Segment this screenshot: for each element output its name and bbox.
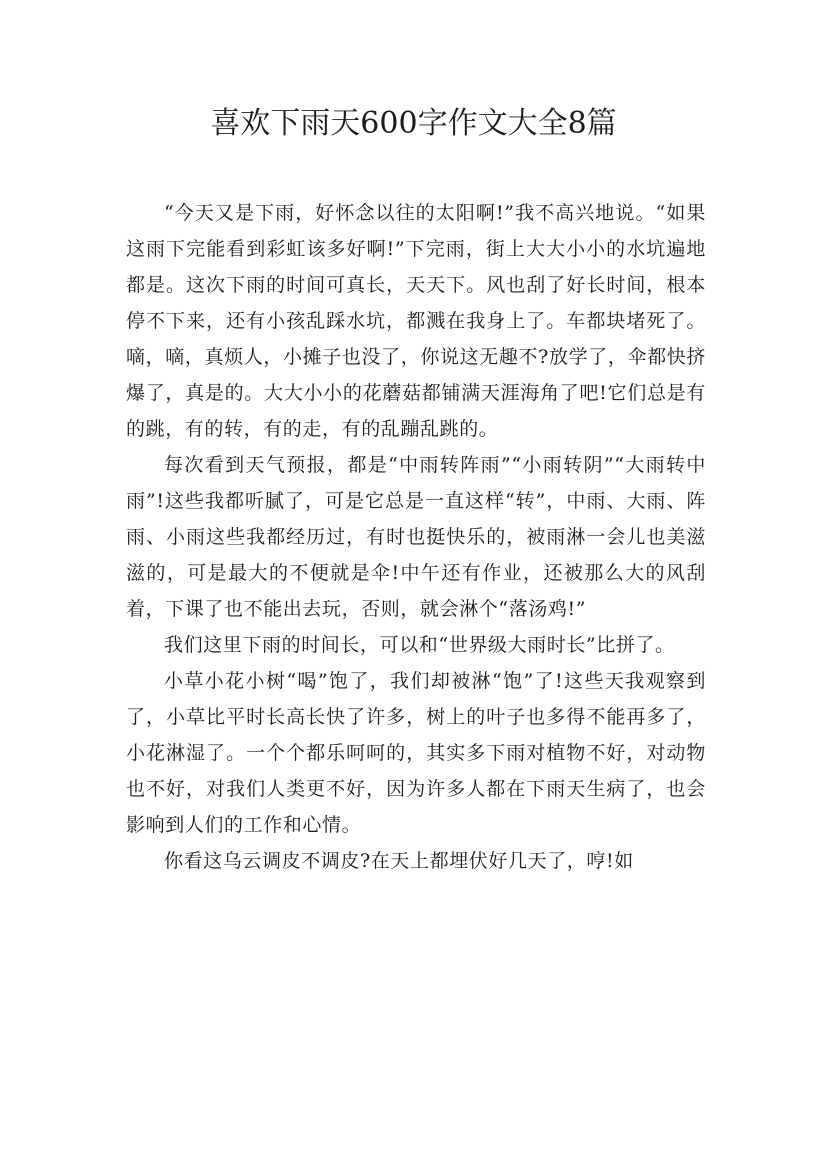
document-title: 喜欢下雨天600字作文大全8篇 bbox=[210, 106, 617, 141]
paragraph-2: 每次看到天气预报，都是“中雨转阵雨”“小雨转阴”“大雨转中雨”!这些我都听腻了，可是它总是一直这样“转”，中雨、大雨、阵雨、小雨这些我都经历过，有时也挺快乐的，被雨淋一会儿也美滋滋的，可是最大的不便就是伞!中午还有作业，还被那么大的风刮着，下课了也不能出去玩，否则，就会淋个“落汤鸡!” bbox=[126, 454, 706, 620]
paragraph-1: “今天又是下雨，好怀念以往的太阳啊!”我不高兴地说。“如果这雨下完能看到彩虹该多好啊!”下完雨，街上大大小小的水坑遍地都是。这次下雨的时间可真长，天天下。风也刮了好长时间，根本停不下来，还有小孩乱踩水坑，都溅在我身上了。车都块堵死了。嘀，嘀，真烦人，小摊子也没了，你说这无趣不?放学了，伞都快挤爆了，真是的。大大小小的花蘑菇都铺满天涯海角了吧!它们总是有的跳，有的转，有的走，有的乱蹦乱跳的。 bbox=[126, 202, 706, 440]
paragraph-4: 小草小花小树“喝”饱了，我们却被淋“饱”了!这些天我观察到了，小草比平时长高长快了许多，树上的叶子也多得不能再多了，小花淋湿了。一个个都乐呵呵的，其实多下雨对植物不好，对动物也不好，对我们人类更不好，因为许多人都在下雨天生病了，也会影响到人们的工作和心情。 bbox=[126, 670, 706, 836]
paragraph-3: 我们这里下雨的时间长，可以和“世界级大雨时长”比拼了。 bbox=[164, 634, 675, 656]
paragraph-5: 你看这乌云调皮不调皮?在天上都埋伏好几天了，哼!如 bbox=[164, 850, 634, 872]
document-body bbox=[126, 195, 706, 879]
